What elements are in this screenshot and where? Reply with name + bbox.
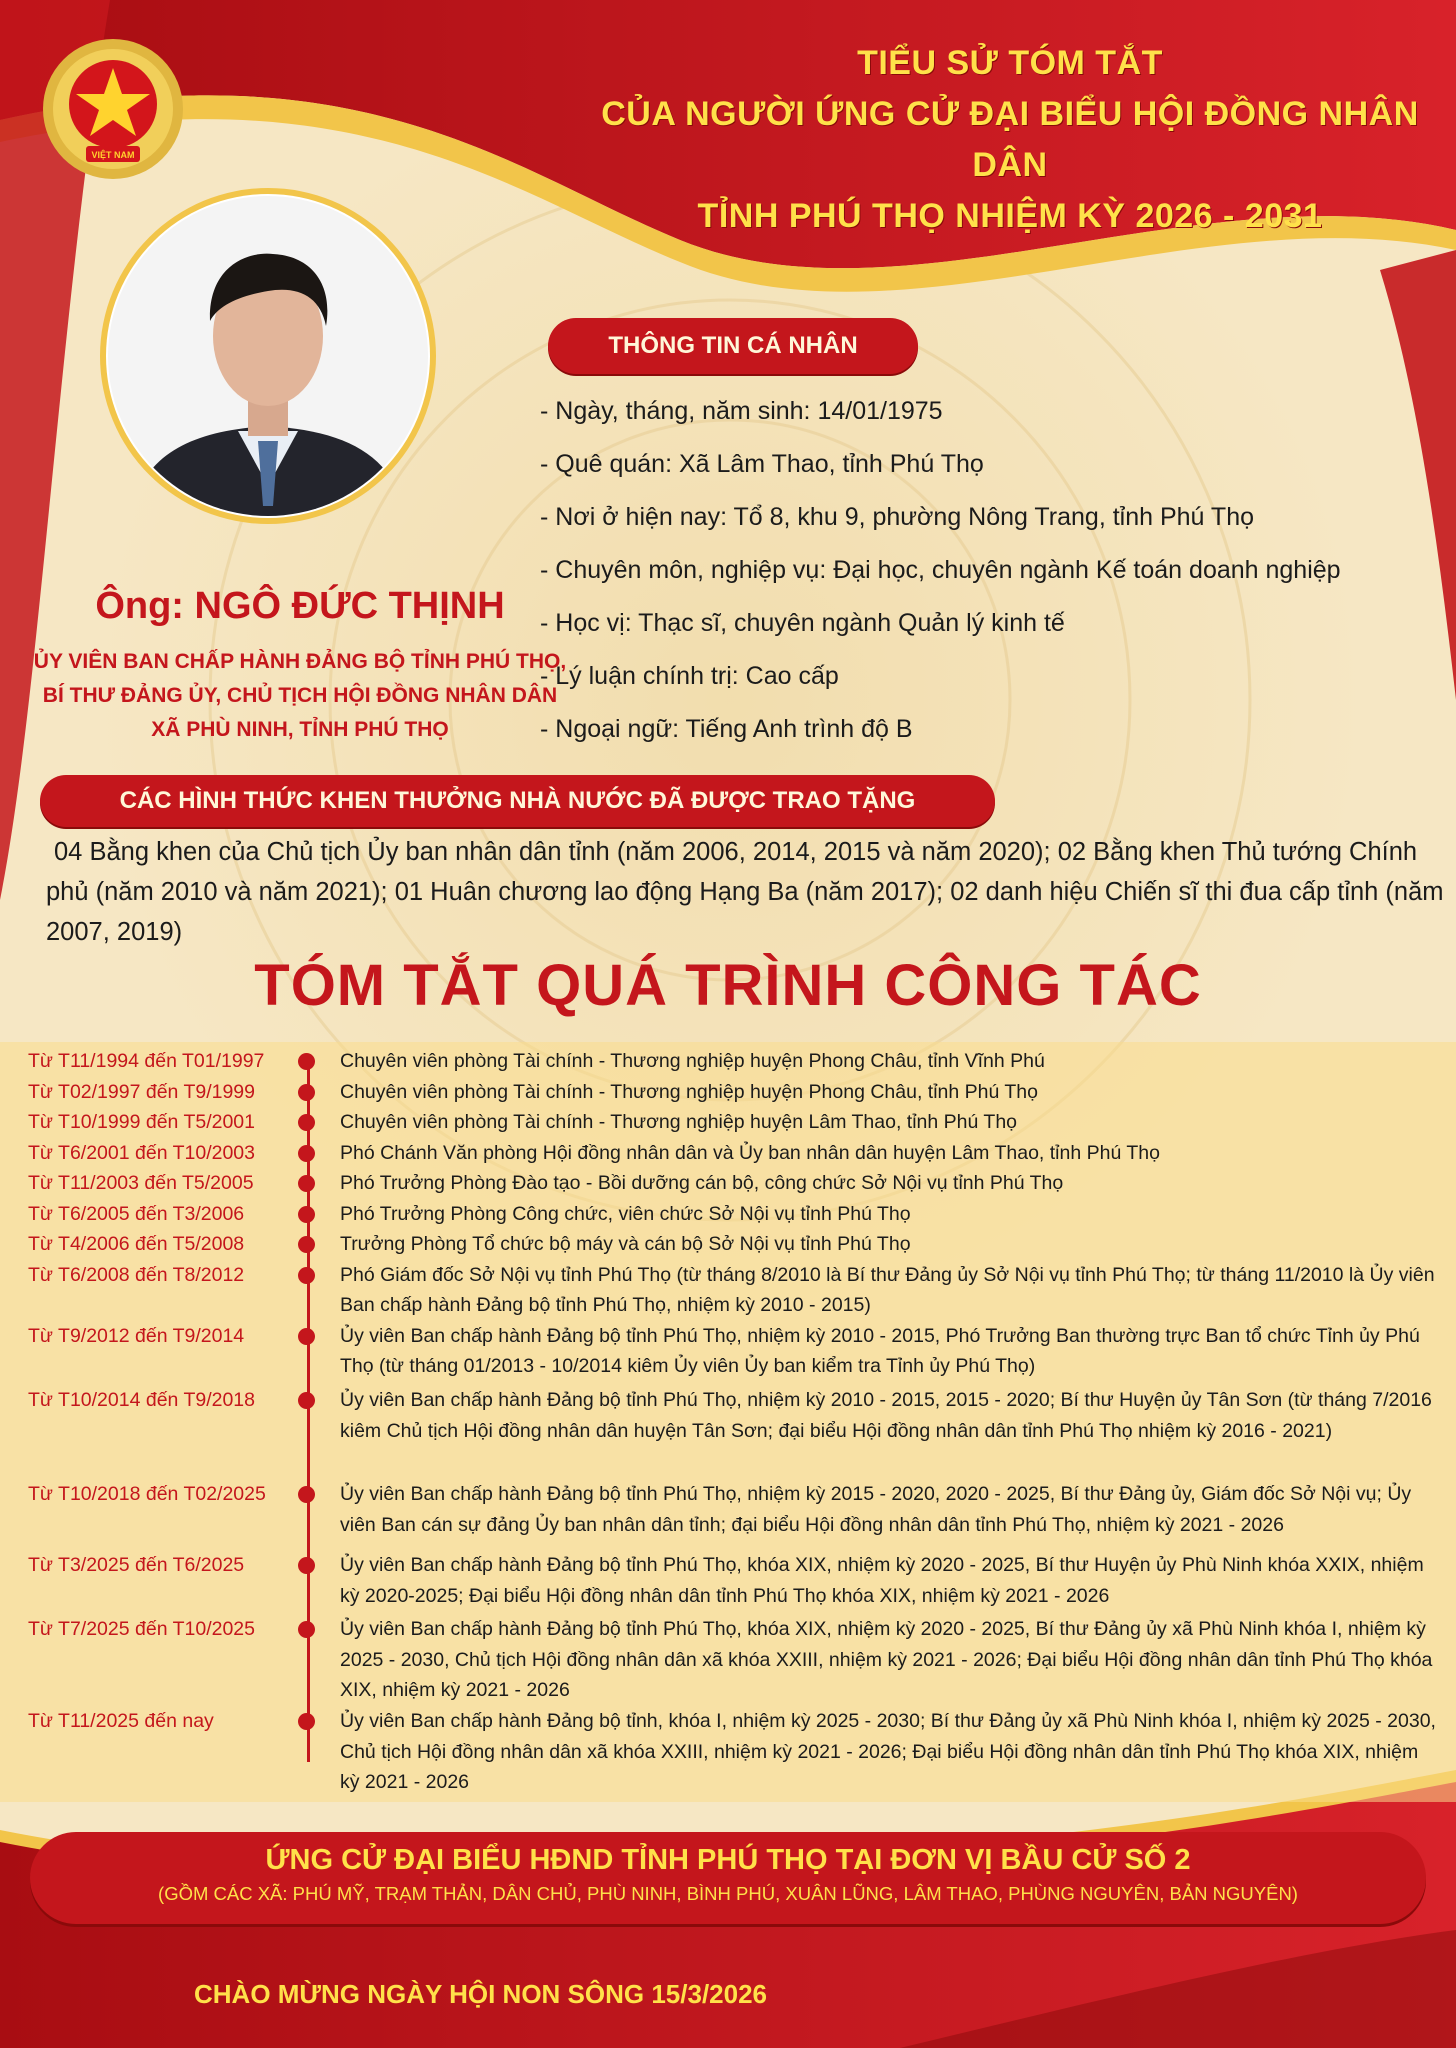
timeline-dot-icon	[298, 1053, 315, 1070]
timeline-period: Từ T6/2001 đến T10/2003	[28, 1141, 256, 1164]
timeline-period: Từ T02/1997 đến T9/1999	[28, 1080, 256, 1103]
candidate-role	[30, 645, 570, 747]
timeline-description: Phó Chánh Văn phòng Hội đồng nhân dân và Ủy ban nhân dân huyện Lâm Thao, tỉnh Phú Thọ	[340, 1141, 1160, 1164]
header-title	[600, 38, 1420, 242]
constituency-banner	[30, 1832, 1426, 1924]
timeline-description: Chuyên viên phòng Tài chính - Thương nghiệp huyện Phong Châu, tỉnh Phú Thọ	[340, 1080, 1039, 1103]
career-heading: TÓM TẮT QUÁ TRÌNH CÔNG TÁC	[254, 953, 1202, 1018]
awards-text: 04 Bằng khen của Chủ tịch Ủy ban nhân dân tỉnh (năm 2006, 2014, 2015 và năm 2020); 02 Bằng khen Thủ tướng Chính phủ (năm 2010 và năm 2021); 01 Huân chương lao động Hạng Ba (năm 2017); 02 danh hiệu Chiến sĩ thi đua cấp tỉnh (năm 2007, 2019)	[46, 838, 1444, 946]
timeline-description: Ủy viên Ban chấp hành Đảng bộ tỉnh, khóa I, nhiệm kỳ 2025 - 2030; Bí thư Đảng ủy xã Phù Ninh khóa I, nhiệm kỳ 2025 - 2030, Chủ tịch Hội đồng nhân dân xã khóa XXIII, nhiệm kỳ 2021 - 2026; Đại biểu Hội đồng nhân dân tỉnh Phú Thọ khóa XIX, nhiệm kỳ 2021 - 2026	[340, 1710, 1436, 1793]
timeline-description: Ủy viên Ban chấp hành Đảng bộ tỉnh Phú Thọ, khóa XIX, nhiệm kỳ 2020 - 2025, Bí thư Huyện ủy Phù Ninh khóa XXIX, nhiệm kỳ 2020-2025; Đại biểu Hội đồng nhân dân tỉnh Phú Thọ khóa XIX, nhiệm kỳ 2021 - 2026	[340, 1554, 1424, 1607]
awards-heading: CÁC HÌNH THỨC KHEN THƯỞNG NHÀ NƯỚC ĐÃ ĐƯỢC TRAO TẶNG	[40, 775, 995, 827]
timeline-dot-icon	[298, 1621, 315, 1638]
timeline-description: Trưởng Phòng Tổ chức bộ máy và cán bộ Sở Nội vụ tỉnh Phú Thọ	[340, 1233, 911, 1255]
candidate-name: Ông: NGÔ ĐỨC THỊNH	[95, 585, 505, 627]
timeline-description: Ủy viên Ban chấp hành Đảng bộ tỉnh Phú Thọ, nhiệm kỳ 2015 - 2020, 2020 - 2025, Bí thư Đảng ủy, Giám đốc Sở Nội vụ; Ủy viên Ban cán sự đảng Ủy ban nhân dân tỉnh; đại biểu Hội đồng nhân dân tỉnh Phú Thọ, nhiệm kỳ 2021 - 2026	[340, 1483, 1412, 1536]
timeline-period: Từ T10/2014 đến T9/2018	[28, 1389, 256, 1411]
timeline-description: Chuyên viên phòng Tài chính - Thương nghiệp huyện Lâm Thao, tỉnh Phú Thọ	[340, 1111, 1018, 1133]
timeline-dot-icon	[298, 1206, 315, 1223]
emblem-text: VIỆT NAM	[91, 150, 135, 160]
timeline-dot-icon	[298, 1486, 315, 1503]
personal-info-item: - Nơi ở hiện nay: Tổ 8, khu 9, phường Nông Trang, tỉnh Phú Thọ	[540, 503, 1255, 531]
personal-info-item: - Chuyên môn, nghiệp vụ: Đại học, chuyên ngành Kế toán doanh nghiệp	[540, 556, 1341, 584]
timeline-dot-icon	[298, 1175, 315, 1192]
timeline-dot-icon	[298, 1236, 315, 1253]
timeline-dot-icon	[298, 1267, 315, 1284]
timeline-description: Ủy viên Ban chấp hành Đảng bộ tỉnh Phú Thọ, nhiệm kỳ 2010 - 2015, 2015 - 2020; Bí thư Huyện ủy Tân Sơn (từ tháng 7/2016 kiêm Chủ tịch Hội đồng nhân dân huyện Tân Sơn; đại biểu Hội đồng nhân dân tỉnh Phú Thọ nhiệm kỳ 2016 - 2021)	[340, 1389, 1432, 1442]
personal-info-item: - Lý luận chính trị: Cao cấp	[540, 662, 839, 690]
header-title-line: CỦA NGƯỜI ỨNG CỬ ĐẠI BIỂU HỘI ĐỒNG NHÂN DÂN	[601, 95, 1419, 184]
timeline-dot-icon	[298, 1328, 315, 1345]
timeline-dot-icon	[298, 1114, 315, 1131]
timeline-description: Phó Trưởng Phòng Công chức, viên chức Sở Nội vụ tỉnh Phú Thọ	[340, 1202, 911, 1225]
personal-info-item: - Ngoại ngữ: Tiếng Anh trình độ B	[540, 715, 913, 743]
timeline-description: Ủy viên Ban chấp hành Đảng bộ tỉnh Phú Thọ, khóa XIX, nhiệm kỳ 2020 - 2025, Bí thư Đảng ủy xã Phù Ninh khóa I, nhiệm kỳ 2025 - 2030, Chủ tịch Hội đồng nhân dân xã khóa XXIII, nhiệm kỳ 2021 - 2026; Đại biểu Hội đồng nhân dân tỉnh Phú Thọ khóa XIX, nhiệm kỳ 2021 - 2026	[340, 1618, 1433, 1701]
personal-info-list	[540, 385, 1450, 756]
timeline-period: Từ T7/2025 đến T10/2025	[28, 1618, 256, 1640]
banner-title: ỨNG CỬ ĐẠI BIỂU HĐND TỈNH PHÚ THỌ TẠI ĐƠN VỊ BẦU CỬ SỐ 2	[265, 1844, 1191, 1876]
timeline-period: Từ T9/2012 đến T9/2014	[28, 1324, 245, 1347]
timeline-period: Từ T3/2025 đến T6/2025	[28, 1554, 245, 1576]
candidate-role-line: ỦY VIÊN BAN CHẤP HÀNH ĐẢNG BỘ TỈNH PHÚ THỌ,	[33, 650, 567, 673]
timeline-dot-icon	[298, 1392, 315, 1409]
personal-info-item: - Ngày, tháng, năm sinh: 14/01/1975	[540, 397, 943, 425]
timeline-description: Phó Giám đốc Sở Nội vụ tỉnh Phú Thọ (từ tháng 8/2010 là Bí thư Đảng ủy Sở Nội vụ tỉnh Phú Thọ; từ tháng 11/2010 là Ủy viên Ban chấp hành Đảng bộ tỉnh Phú Thọ, nhiệm kỳ 2010 - 2015)	[340, 1263, 1435, 1316]
footer-slogan: CHÀO MỪNG NGÀY HỘI NON SÔNG 15/3/2026	[194, 1979, 768, 2009]
portrait-photo	[98, 186, 438, 526]
header-title-line: TIỂU SỬ TÓM TẮT	[857, 44, 1163, 82]
personal-info-item: - Quê quán: Xã Lâm Thao, tỉnh Phú Thọ	[540, 450, 984, 478]
timeline-period: Từ T11/1994 đến T01/1997	[28, 1050, 265, 1072]
header-title-line: TỈNH PHÚ THỌ NHIỆM KỲ 2026 - 2031	[697, 197, 1323, 235]
timeline-dot-icon	[298, 1145, 315, 1162]
candidate-role-line: XÃ PHÙ NINH, TỈNH PHÚ THỌ	[151, 718, 449, 741]
banner-subtitle: (GỒM CÁC XÃ: PHÚ MỸ, TRẠM THẢN, DÂN CHỦ, PHÙ NINH, BÌNH PHÚ, XUÂN LŨNG, LÂM THAO, PHÙNG NGUYÊN, BẢN NGUYÊN)	[158, 1883, 1298, 1904]
candidate-role-line: BÍ THƯ ĐẢNG ỦY, CHỦ TỊCH HỘI ĐỒNG NHÂN DÂN	[42, 684, 558, 707]
personal-info-item: - Học vị: Thạc sĩ, chuyên ngành Quản lý kinh tế	[540, 609, 1065, 637]
timeline-period: Từ T6/2005 đến T3/2006	[28, 1202, 245, 1225]
timeline-dot-icon	[298, 1084, 315, 1101]
timeline-period: Từ T4/2006 đến T5/2008	[28, 1233, 245, 1255]
timeline-period: Từ T6/2008 đến T8/2012	[28, 1263, 245, 1286]
national-emblem-icon	[38, 34, 188, 184]
timeline-period: Từ T11/2025 đến nay	[28, 1710, 214, 1732]
timeline-period: Từ T10/2018 đến T02/2025	[28, 1483, 266, 1505]
timeline-dot-icon	[298, 1557, 315, 1574]
timeline-description: Chuyên viên phòng Tài chính - Thương nghiệp huyện Phong Châu, tỉnh Vĩnh Phú	[340, 1050, 1045, 1072]
timeline-period: Từ T10/1999 đến T5/2001	[28, 1111, 256, 1133]
timeline-description: Phó Trưởng Phòng Đào tạo - Bồi dưỡng cán bộ, công chức Sở Nội vụ tỉnh Phú Thọ	[340, 1172, 1064, 1194]
timeline-description: Ủy viên Ban chấp hành Đảng bộ tỉnh Phú Thọ, nhiệm kỳ 2010 - 2015, Phó Trưởng Ban thường trực Ban tổ chức Tỉnh ủy Phú Thọ (từ tháng 01/2013 - 10/2014 kiêm Ủy viên Ủy ban kiểm tra Tỉnh ủy Phú Thọ)	[340, 1324, 1420, 1377]
timeline-period: Từ T11/2003 đến T5/2005	[28, 1172, 254, 1194]
timeline-dot-icon	[298, 1713, 315, 1730]
personal-info-heading: THÔNG TIN CÁ NHÂN	[548, 318, 918, 374]
